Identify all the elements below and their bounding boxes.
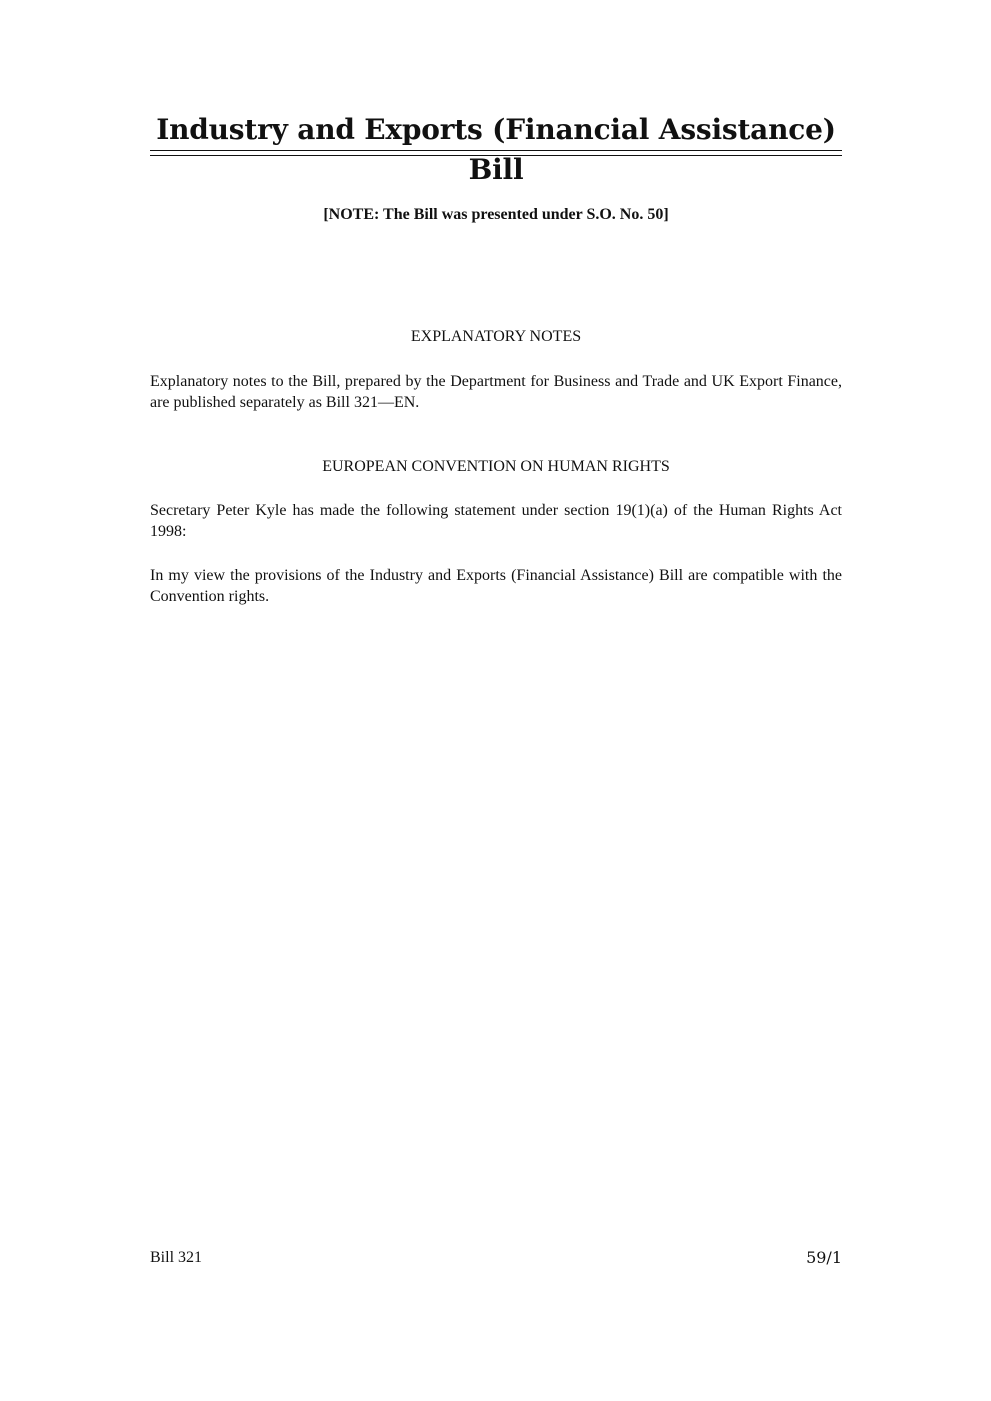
title-rule-upper — [150, 150, 842, 151]
bill-title: Industry and Exports (Financial Assistance) Bill — [156, 113, 836, 186]
echr-compatibility-statement: In my view the provisions of the Industry and Exports (Financial Assistance) Bill are compatible with the Convention rights. — [150, 567, 842, 605]
explanatory-notes-heading: EXPLANATORY NOTES — [410, 328, 582, 345]
echr-statement-intro: Secretary Peter Kyle has made the following statement under section 19(1)(a) of the Human Rights Act 1998: — [150, 502, 842, 540]
footer-page-reference: 59/1 — [806, 1248, 842, 1267]
explanatory-notes-paragraph: Explanatory notes to the Bill, prepared by the Department for Business and Trade and UK Export Finance, are published separately as Bill 321—EN. — [150, 373, 842, 411]
echr-heading: EUROPEAN CONVENTION ON HUMAN RIGHTS — [322, 458, 670, 475]
footer-bill-number: Bill 321 — [150, 1249, 203, 1266]
title-rule-lower — [150, 155, 842, 156]
presentation-note: [NOTE: The Bill was presented under S.O. No. 50] — [323, 206, 669, 223]
